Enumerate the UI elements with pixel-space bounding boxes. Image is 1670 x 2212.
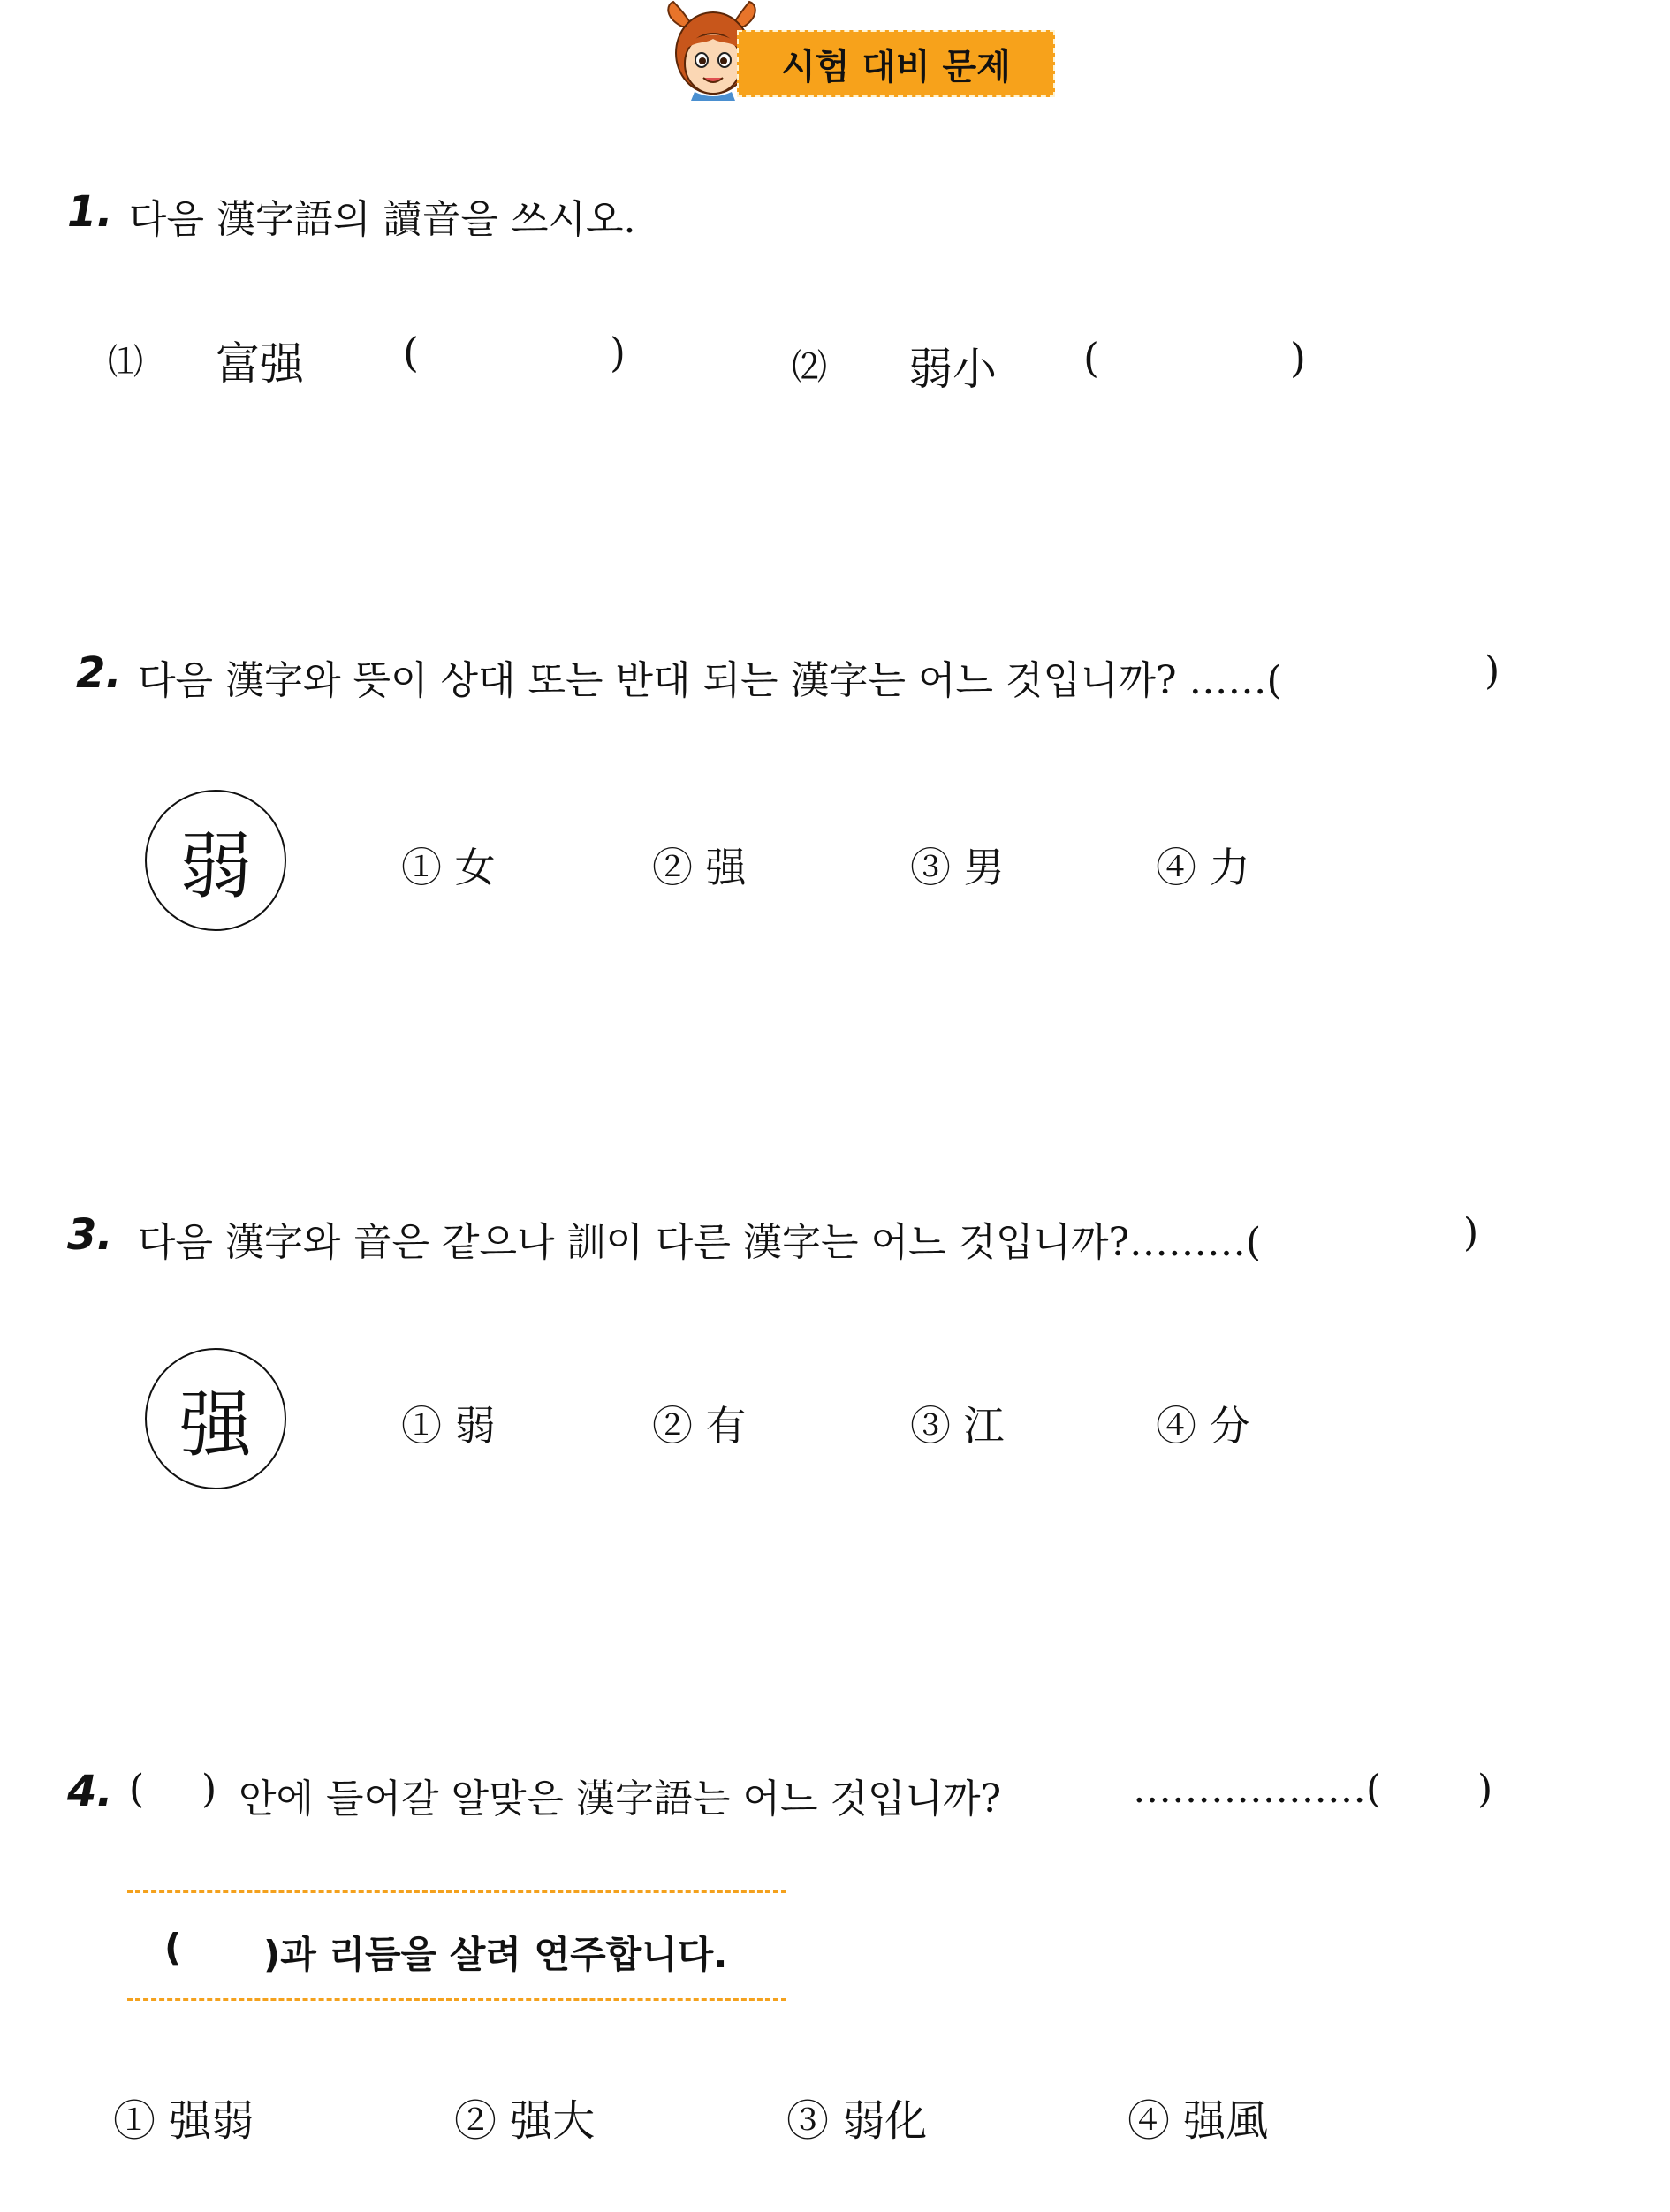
q3-answer-close-paren: ) xyxy=(1463,1210,1479,1255)
q4-box-open-paren: ( xyxy=(164,1926,182,1969)
q1-item1-close-paren: ) xyxy=(610,329,626,376)
q4-option-4: ④ 强風 xyxy=(1127,2096,1269,2146)
q1-item1-word: 富强 xyxy=(216,338,304,390)
q3-text: 다음 漢字와 音은 같으나 訓이 다른 漢字는 어느 것입니까?………( xyxy=(138,1220,1262,1265)
page-title: 시험 대비 문제 xyxy=(781,46,1011,87)
q3-number: 3. xyxy=(67,1210,113,1260)
q4-box-sentence: )과 리듬을 살려 연주합니다. xyxy=(263,1933,728,1976)
q4-box-bottom-border xyxy=(127,1998,786,2001)
q4-box-top-border xyxy=(127,1890,786,1893)
header-badge xyxy=(664,0,1062,101)
q4-answer-close-paren: ) xyxy=(1477,1767,1493,1812)
q1-text: 다음 漢字語의 讀音을 쓰시오. xyxy=(129,197,636,242)
q3-option-4: ④ 分 xyxy=(1156,1402,1250,1450)
q2-option-2: ② 强 xyxy=(652,844,747,891)
q3-circled-character: 强 xyxy=(145,1348,286,1489)
header-title-box xyxy=(737,30,1055,97)
q4-text: 안에 들어갈 알맞은 漢字語는 어느 것입니까? xyxy=(239,1776,1002,1822)
q1-item2-word: 弱小 xyxy=(908,344,997,395)
q4-option-2: ② 强大 xyxy=(454,2096,596,2146)
q2-circled-character: 弱 xyxy=(145,790,286,931)
q4-option-1: ① 强弱 xyxy=(113,2096,254,2146)
q4-blank-close-paren: ) xyxy=(201,1767,217,1812)
q2-option-4: ④ 力 xyxy=(1156,844,1250,891)
q2-option-1: ① 女 xyxy=(401,844,496,891)
q1-item2-open-paren: ( xyxy=(1083,334,1099,382)
q2-option-3: ③ 男 xyxy=(910,844,1005,891)
q2-answer-close-paren: ) xyxy=(1484,648,1500,693)
q4-dots: ………………( xyxy=(1133,1767,1382,1812)
q3-option-3: ③ 江 xyxy=(910,1402,1005,1450)
q1-item2-close-paren: ) xyxy=(1290,334,1306,382)
q3-option-1: ① 弱 xyxy=(401,1402,496,1450)
q3-option-2: ② 有 xyxy=(652,1402,747,1450)
q1-item1-label: ⑴ xyxy=(108,342,143,383)
q4-option-3: ③ 弱化 xyxy=(786,2096,928,2146)
q1-item2-label: ⑵ xyxy=(792,347,827,388)
q2-number: 2. xyxy=(76,648,122,698)
q4-number: 4. xyxy=(67,1767,113,1816)
q1-item1-open-paren: ( xyxy=(403,329,419,376)
q2-text: 다음 漢字와 뜻이 상대 또는 반대 되는 漢字는 어느 것입니까? ……( xyxy=(138,658,1282,703)
q1-number: 1. xyxy=(67,187,113,237)
q4-blank-open-paren: ( xyxy=(129,1767,145,1812)
